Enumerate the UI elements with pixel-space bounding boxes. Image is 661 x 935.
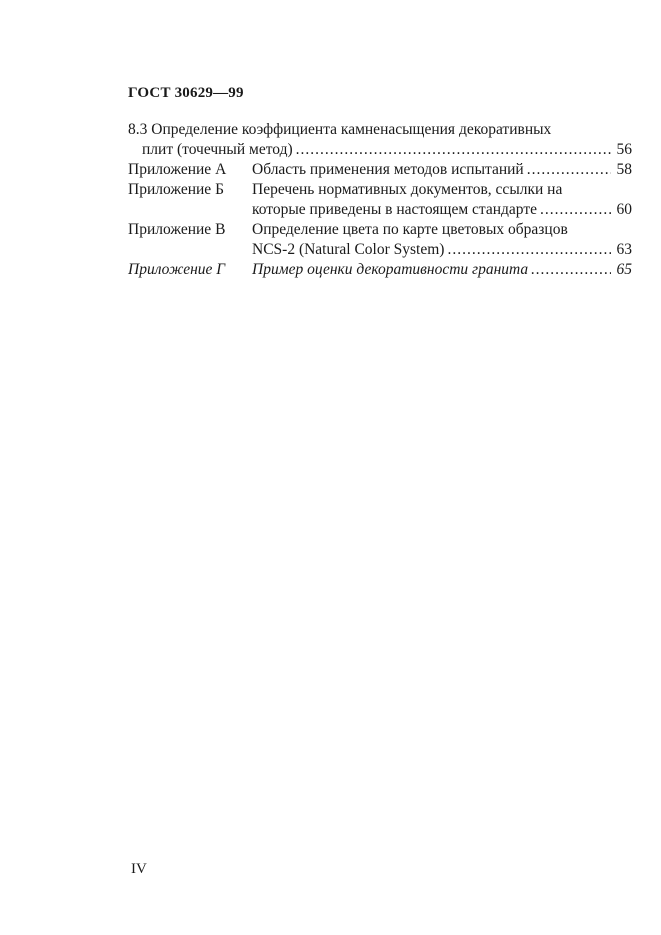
toc-entry-appendix-v-cont: [128, 240, 632, 260]
toc-entry-title: 8.3 Определение коэффициента камненасыщения декоративных: [128, 121, 552, 138]
toc-page-number: 63: [616, 241, 632, 258]
toc-page-number: 56: [616, 141, 632, 158]
toc-entry-title: Определение цвета по карте цветовых образцов: [252, 221, 568, 238]
toc-entry-appendix-g: [128, 260, 632, 280]
toc-page-number: 58: [616, 161, 632, 178]
dot-leader: [296, 140, 611, 160]
toc-entry-appendix-b: [128, 180, 632, 200]
toc-appendix-label: Приложение Г: [128, 261, 226, 278]
page-number: IV: [131, 861, 147, 877]
toc-page-number: 60: [616, 201, 632, 218]
toc-entry-appendix-b-cont: [128, 200, 632, 220]
toc-entry-title: Перечень нормативных документов, ссылки на: [252, 181, 563, 198]
toc-entry-title-cont: плит (точечный метод): [142, 141, 293, 158]
dot-leader: [527, 160, 611, 180]
toc-entry-appendix-a: [128, 160, 632, 180]
dot-leader: [540, 200, 611, 220]
dot-leader: [531, 260, 611, 280]
toc-entry-8-3: [128, 120, 632, 140]
toc-appendix-label: Приложение А: [128, 161, 227, 178]
toc-entry-title: Пример оценки декоративности гранита: [252, 261, 529, 278]
document-header: ГОСТ 30629—99: [128, 85, 244, 101]
toc-page-number: 65: [616, 261, 632, 278]
toc-appendix-label: Приложение В: [128, 221, 226, 238]
toc-entry-appendix-v: [128, 220, 632, 240]
toc-entry-title-cont: NCS-2 (Natural Color System): [252, 241, 445, 258]
dot-leader: [447, 240, 611, 260]
table-of-contents: [128, 120, 632, 280]
toc-entry-8-3-cont: [128, 140, 632, 160]
toc-entry-title-cont: которые приведены в настоящем стандарте: [252, 201, 538, 218]
toc-appendix-label: Приложение Б: [128, 181, 224, 198]
toc-entry-title: Область применения методов испытаний: [252, 161, 524, 178]
